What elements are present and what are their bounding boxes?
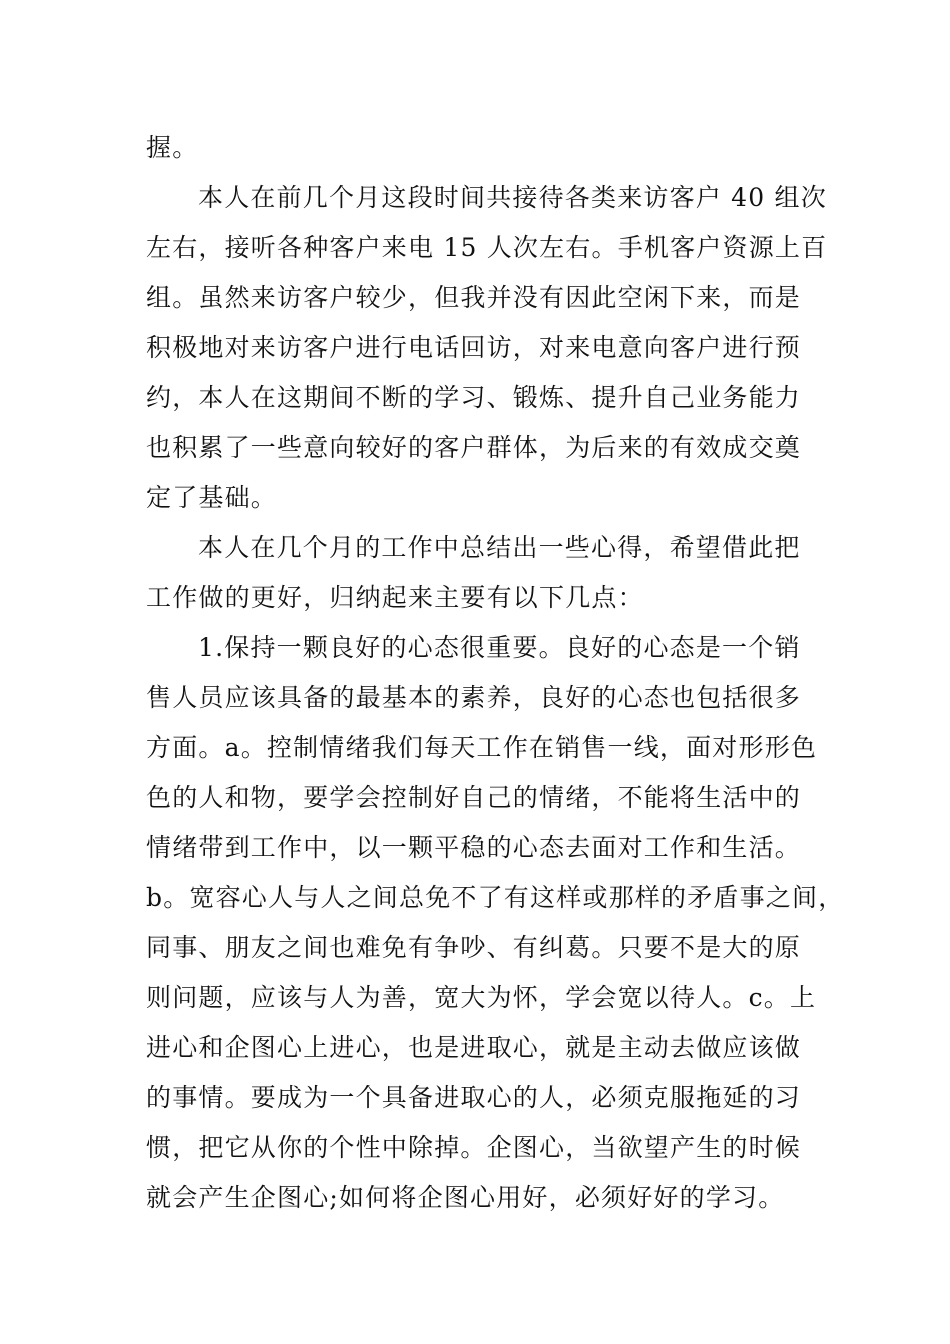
text-line: 的事情。要成为一个具备进取心的人，必须克服拖延的习	[146, 1083, 802, 1112]
text-line: b。宽容心人与人之间总免不了有这样或那样的矛盾事之间，	[146, 883, 845, 912]
text-line: 进心和企图心上进心，也是进取心，就是主动去做应该做	[146, 1033, 802, 1062]
text-line: 则问题，应该与人为善，宽大为怀，学会宽以待人。c。上	[146, 983, 817, 1012]
text-line: 情绪带到工作中，以一颗平稳的心态去面对工作和生活。	[146, 833, 802, 862]
text-line: 组。虽然来访客户较少，但我并没有因此空闲下来，而是	[146, 283, 802, 312]
text-line: 惯，把它从你的个性中除掉。企图心，当欲望产生的时候	[146, 1133, 802, 1162]
text-line: 售人员应该具备的最基本的素养，良好的心态也包括很多	[146, 683, 802, 712]
text-line: 本人在几个月的工作中总结出一些心得，希望借此把	[198, 533, 801, 562]
text-line: 色的人和物，要学会控制好自己的情绪，不能将生活中的	[146, 783, 802, 812]
text-line: 工作做的更好，归纳起来主要有以下几点：	[146, 583, 644, 612]
text-line: 约，本人在这期间不断的学习、锻炼、提升自己业务能力	[146, 383, 802, 412]
text-line: 积极地对来访客户进行电话回访，对来电意向客户进行预	[146, 333, 802, 362]
text-line: 也积累了一些意向较好的客户群体，为后来的有效成交奠	[146, 433, 802, 462]
text-line: 定了基础。	[146, 483, 278, 512]
text-line: 本人在前几个月这段时间共接待各类来访客户 40 组次	[198, 183, 827, 212]
text-line: 方面。a。控制情绪我们每天工作在销售一线，面对形形色	[146, 733, 818, 762]
text-line: 1.保持一颗良好的心态很重要。良好的心态是一个销	[198, 633, 801, 662]
text-line: 就会产生企图心;如何将企图心用好，必须好好的学习。	[146, 1183, 785, 1212]
text-line: 同事、朋友之间也难免有争吵、有纠葛。只要不是大的原	[146, 933, 802, 962]
text-line: 握。	[146, 133, 199, 162]
text-line: 左右，接听各种客户来电 15 人次左右。手机客户资源上百	[146, 233, 828, 262]
